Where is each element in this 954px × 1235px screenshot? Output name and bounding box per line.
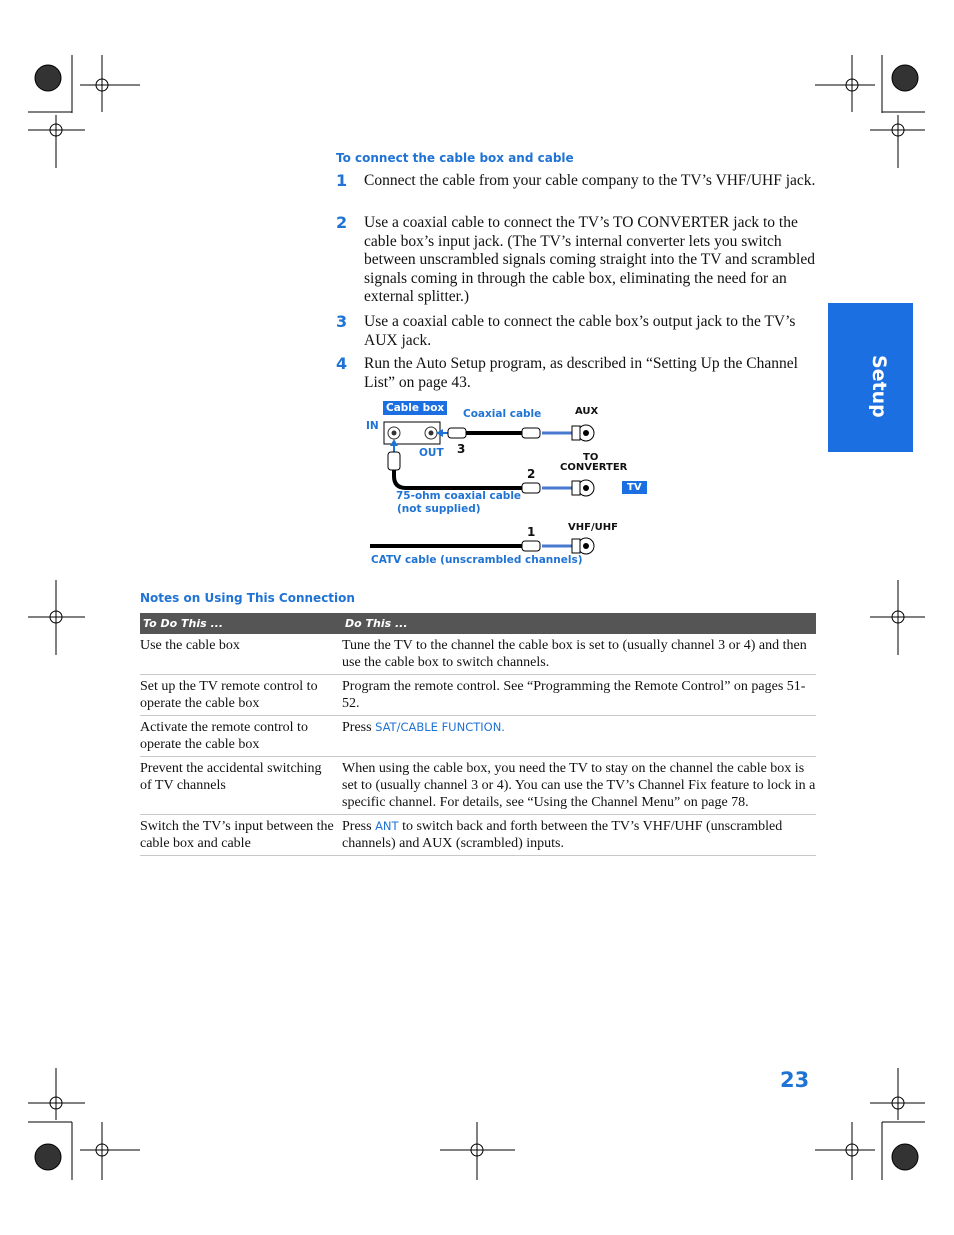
step-text: Use a coaxial cable to connect the cable box’s output jack to the TV’s AUX jack. — [364, 313, 796, 349]
do-cell: Tune the TV to the channel the cable box is set to (usually channel 3 or 4) and then use the cable box to switch channels. — [342, 634, 816, 675]
table-row — [140, 716, 816, 757]
in-label: IN — [366, 420, 379, 432]
section-heading: To connect the cable box and cable — [336, 151, 574, 165]
do-text: to switch back and forth between the TV’s VHF/UHF (unscrambled channels) and AUX (scrambled) inputs. — [342, 819, 783, 851]
step-text: Run the Auto Setup program, as described in “Setting Up the Channel List” on page 43. — [364, 355, 798, 391]
step-number: 3 — [336, 312, 348, 331]
ant-key: ANT — [375, 819, 399, 833]
table-row — [140, 757, 816, 815]
cable-box-label: Cable box — [383, 401, 447, 415]
cable-number-2: 2 — [527, 467, 536, 481]
out-label: OUT — [419, 447, 444, 459]
todo-cell: Switch the TV’s input between the cable box and cable — [140, 815, 342, 856]
notes-heading: Notes on Using This Connection — [140, 591, 355, 605]
sat-cable-function-key: SAT/CABLE FUNCTION. — [375, 720, 505, 734]
step-text: Use a coaxial cable to connect the TV’s TO CONVERTER jack to the cable box’s input jack. (The TV’s internal converter lets you switch between unscrambled signals coming straight into the TV and scrambled signals coming in through the cable box, eliminating the need for an external splitter.) — [364, 214, 815, 306]
step-number: 2 — [336, 213, 348, 232]
todo-cell: Use the cable box — [140, 634, 342, 675]
step-number: 4 — [336, 354, 348, 373]
cable-number-3: 3 — [457, 442, 466, 456]
table-row — [140, 634, 816, 675]
column-header-do: Do This ... — [342, 613, 816, 634]
todo-cell: Set up the TV remote control to operate the cable box — [140, 675, 342, 716]
do-text: Press — [342, 720, 376, 735]
connection-diagram — [360, 398, 660, 573]
do-cell — [342, 815, 816, 856]
cable-number-1: 1 — [527, 525, 536, 539]
do-cell — [342, 716, 816, 757]
table-row — [140, 815, 816, 856]
coaxial-cable-label: Coaxial cable — [463, 408, 542, 420]
todo-cell: Prevent the accidental switching of TV channels — [140, 757, 342, 815]
step-number: 1 — [336, 171, 348, 190]
step-1 — [336, 172, 816, 191]
table-row — [140, 675, 816, 716]
todo-cell: Activate the remote control to operate the cable box — [140, 716, 342, 757]
to-label: TO — [583, 452, 599, 463]
vhf-uhf-label: VHF/UHF — [568, 522, 618, 533]
not-supplied-label: (not supplied) — [397, 503, 481, 515]
step-2 — [336, 214, 816, 307]
section-tab — [828, 303, 913, 452]
page-number: 23 — [780, 1068, 810, 1092]
section-tab-label: Setup — [868, 355, 890, 418]
column-header-todo: To Do This ... — [140, 613, 342, 634]
step-text: Connect the cable from your cable company to the TV’s VHF/UHF jack. — [364, 172, 816, 189]
step-4 — [336, 355, 816, 392]
do-cell: When using the cable box, you need the TV to stay on the channel the cable box is set to (usually channel 3 or 4). You can use the TV’s Channel Fix feature to lock in a specific channel. For details, see “Using the Channel Menu” on page 78. — [342, 757, 816, 815]
ohm-cable-label: 75-ohm coaxial cable — [396, 490, 522, 502]
tv-label: TV — [622, 481, 647, 494]
catv-label: CATV cable (unscrambled channels) — [371, 554, 583, 566]
step-3 — [336, 313, 816, 350]
aux-label: AUX — [575, 406, 599, 417]
do-cell: Program the remote control. See “Programming the Remote Control” on pages 51-52. — [342, 675, 816, 716]
do-text: Press — [342, 819, 376, 834]
notes-table — [140, 613, 816, 856]
table-header-row — [140, 613, 816, 634]
converter-label: CONVERTER — [560, 462, 628, 473]
